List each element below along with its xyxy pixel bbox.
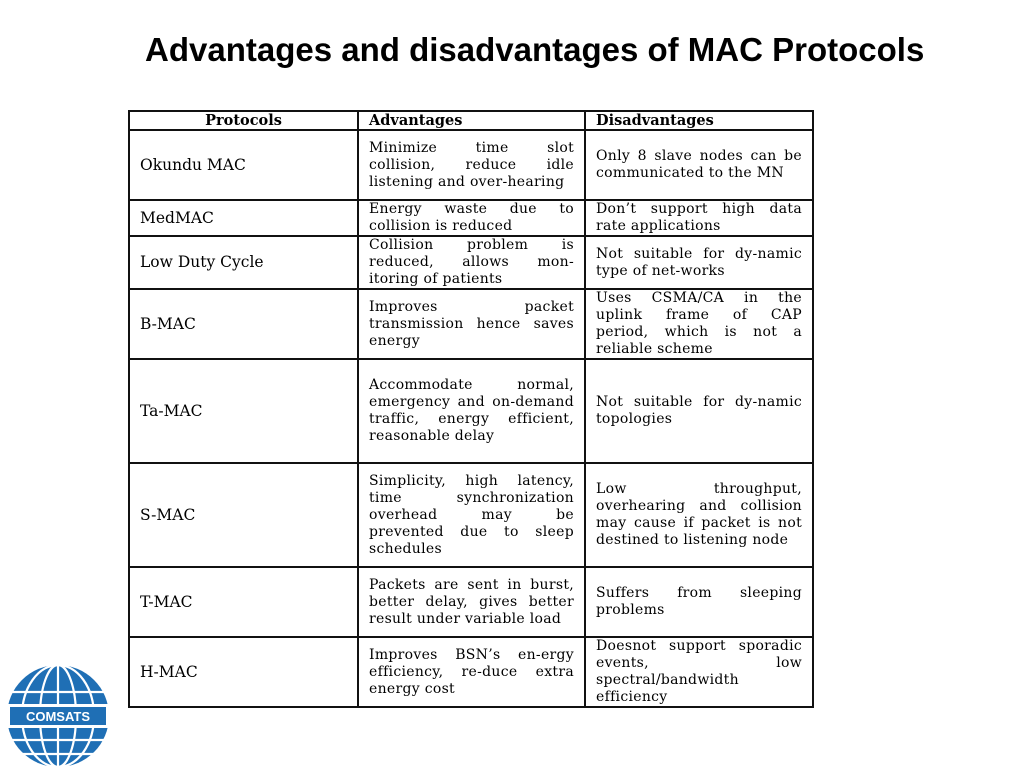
table-header-row xyxy=(129,111,813,130)
protocol-cell: Ta-MAC xyxy=(129,359,358,463)
header-disadvantages: Disadvantages xyxy=(585,111,813,130)
protocol-cell: S-MAC xyxy=(129,463,358,567)
disadvantages-cell: Suffers from sleeping problems xyxy=(585,567,813,637)
disadvantages-cell: Low throughput, overhearing and collision may cause if packet is not destined to listening node xyxy=(585,463,813,567)
advantages-cell: Packets are sent in burst, better delay, gives better result under variable load xyxy=(358,567,585,637)
table-row xyxy=(129,130,813,200)
protocol-cell: Low Duty Cycle xyxy=(129,236,358,289)
disadvantages-cell: Don’t support high data rate applications xyxy=(585,200,813,236)
mac-protocols-table xyxy=(128,110,814,708)
table-row xyxy=(129,463,813,567)
advantages-cell: Accommodate normal, emergency and on-demand traffic, energy efficient, reasonable delay xyxy=(358,359,585,463)
slide-title: Advantages and disadvantages of MAC Protocols xyxy=(145,31,925,68)
logo-text: COMSATS xyxy=(25,709,91,724)
disadvantages-cell: Not suitable for dy-namic topologies xyxy=(585,359,813,463)
disadvantages-cell: Uses CSMA/CA in the uplink frame of CAP period, which is not a reliable scheme xyxy=(585,289,813,359)
header-advantages: Advantages xyxy=(358,111,585,130)
protocol-cell: H-MAC xyxy=(129,637,358,707)
disadvantages-cell: Only 8 slave nodes can be communicated to the MN xyxy=(585,130,813,200)
advantages-cell: Simplicity, high latency, time synchronization overhead may be prevented due to sleep schedules xyxy=(358,463,585,567)
protocol-cell: B-MAC xyxy=(129,289,358,359)
disadvantages-cell: Doesnot support sporadic events, low spectral/bandwidth efficiency xyxy=(585,637,813,707)
protocol-cell: T-MAC xyxy=(129,567,358,637)
advantages-cell: Energy waste due to collision is reduced xyxy=(358,200,585,236)
table-row xyxy=(129,289,813,359)
table-row xyxy=(129,567,813,637)
protocol-cell: MedMAC xyxy=(129,200,358,236)
table-row xyxy=(129,236,813,289)
disadvantages-cell: Not suitable for dy-namic type of net-works xyxy=(585,236,813,289)
advantages-cell: Improves packet transmission hence saves energy xyxy=(358,289,585,359)
advantages-cell: Collision problem is reduced, allows mon-itoring of patients xyxy=(358,236,585,289)
comsats-logo xyxy=(6,664,110,768)
header-protocols: Protocols xyxy=(129,111,358,130)
table-row xyxy=(129,200,813,236)
table-row xyxy=(129,637,813,707)
protocol-cell: Okundu MAC xyxy=(129,130,358,200)
advantages-cell: Improves BSN’s en-ergy efficiency, re-duce extra energy cost xyxy=(358,637,585,707)
advantages-cell: Minimize time slot collision, reduce idle listening and over-hearing xyxy=(358,130,585,200)
table-row xyxy=(129,359,813,463)
